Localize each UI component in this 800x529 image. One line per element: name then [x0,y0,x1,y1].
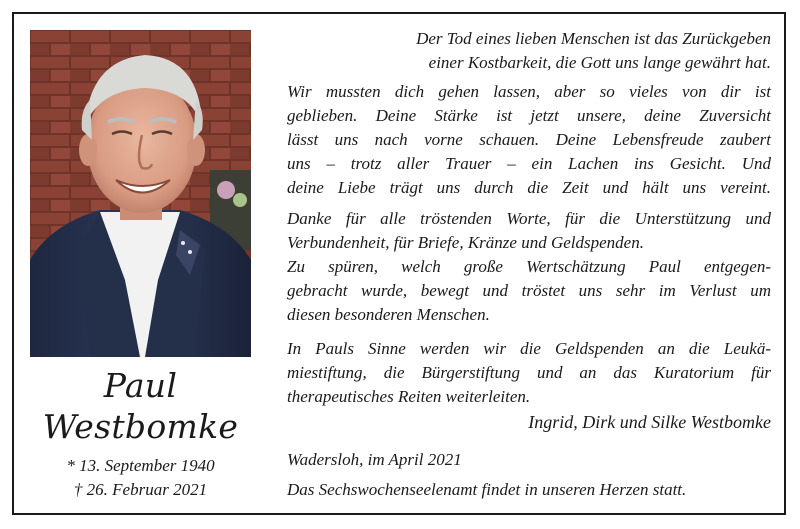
place-date: Wadersloh, im April 2021 [287,450,462,469]
portrait-photo [30,30,251,357]
death-date: † 26. Februar 2021 [73,480,208,499]
thanks-paragraph [287,207,771,327]
text-line: deine Liebe trägt uns durch die Zeit und hält uns vereint. [287,178,771,197]
text-line: gebracht wurde, bewegt und tröstet uns sehr im Verlust um [287,281,771,300]
text-line: Danke für alle tröstenden Worte, für die Unterstützung und [287,209,771,228]
first-name: Paul [103,366,178,405]
birth-date: * 13. September 1940 [66,456,215,475]
text-line: lässt uns nach vorne schauen. Deine Lebensfreude zaubert [287,130,771,149]
closing-note: Das Sechswochenseelenamt findet in unseren Herzen statt. [287,480,687,499]
text-line: Verbundenheit, für Briefe, Kränze und Geldspenden. [287,233,644,252]
text-line: In Pauls Sinne werden wir die Geldspenden an die Leukä- [287,339,771,358]
signers: Ingrid, Dirk und Silke Westbomke [528,412,771,432]
quote-line: Der Tod eines lieben Menschen ist das Zurückgeben [416,29,771,48]
quote-line: einer Kostbarkeit, die Gott uns lange gewährt hat. [428,53,771,72]
farewell-paragraph [287,80,771,200]
text-line: Wir mussten dich gehen lassen, aber so vieles von dir ist [287,82,771,101]
donation-paragraph [287,337,771,409]
last-name: Westbomke [42,407,239,446]
text-line: therapeutisches Reiten weiterleiten. [287,387,531,406]
text-line: miestiftung, die Bürgerstiftung und an das Kuratorium für [287,363,771,382]
text-line: uns – trotz aller Trauer – ein Lachen ins Gesicht. Und [287,154,771,173]
opening-quote [287,27,771,75]
text-line: geblieben. Deine Stärke ist jetzt unsere, deine Zuversicht [287,106,771,125]
text-line: diesen besonderen Menschen. [287,305,490,324]
text-line: Zu spüren, welch große Wertschätzung Paul entgegen- [287,257,771,276]
